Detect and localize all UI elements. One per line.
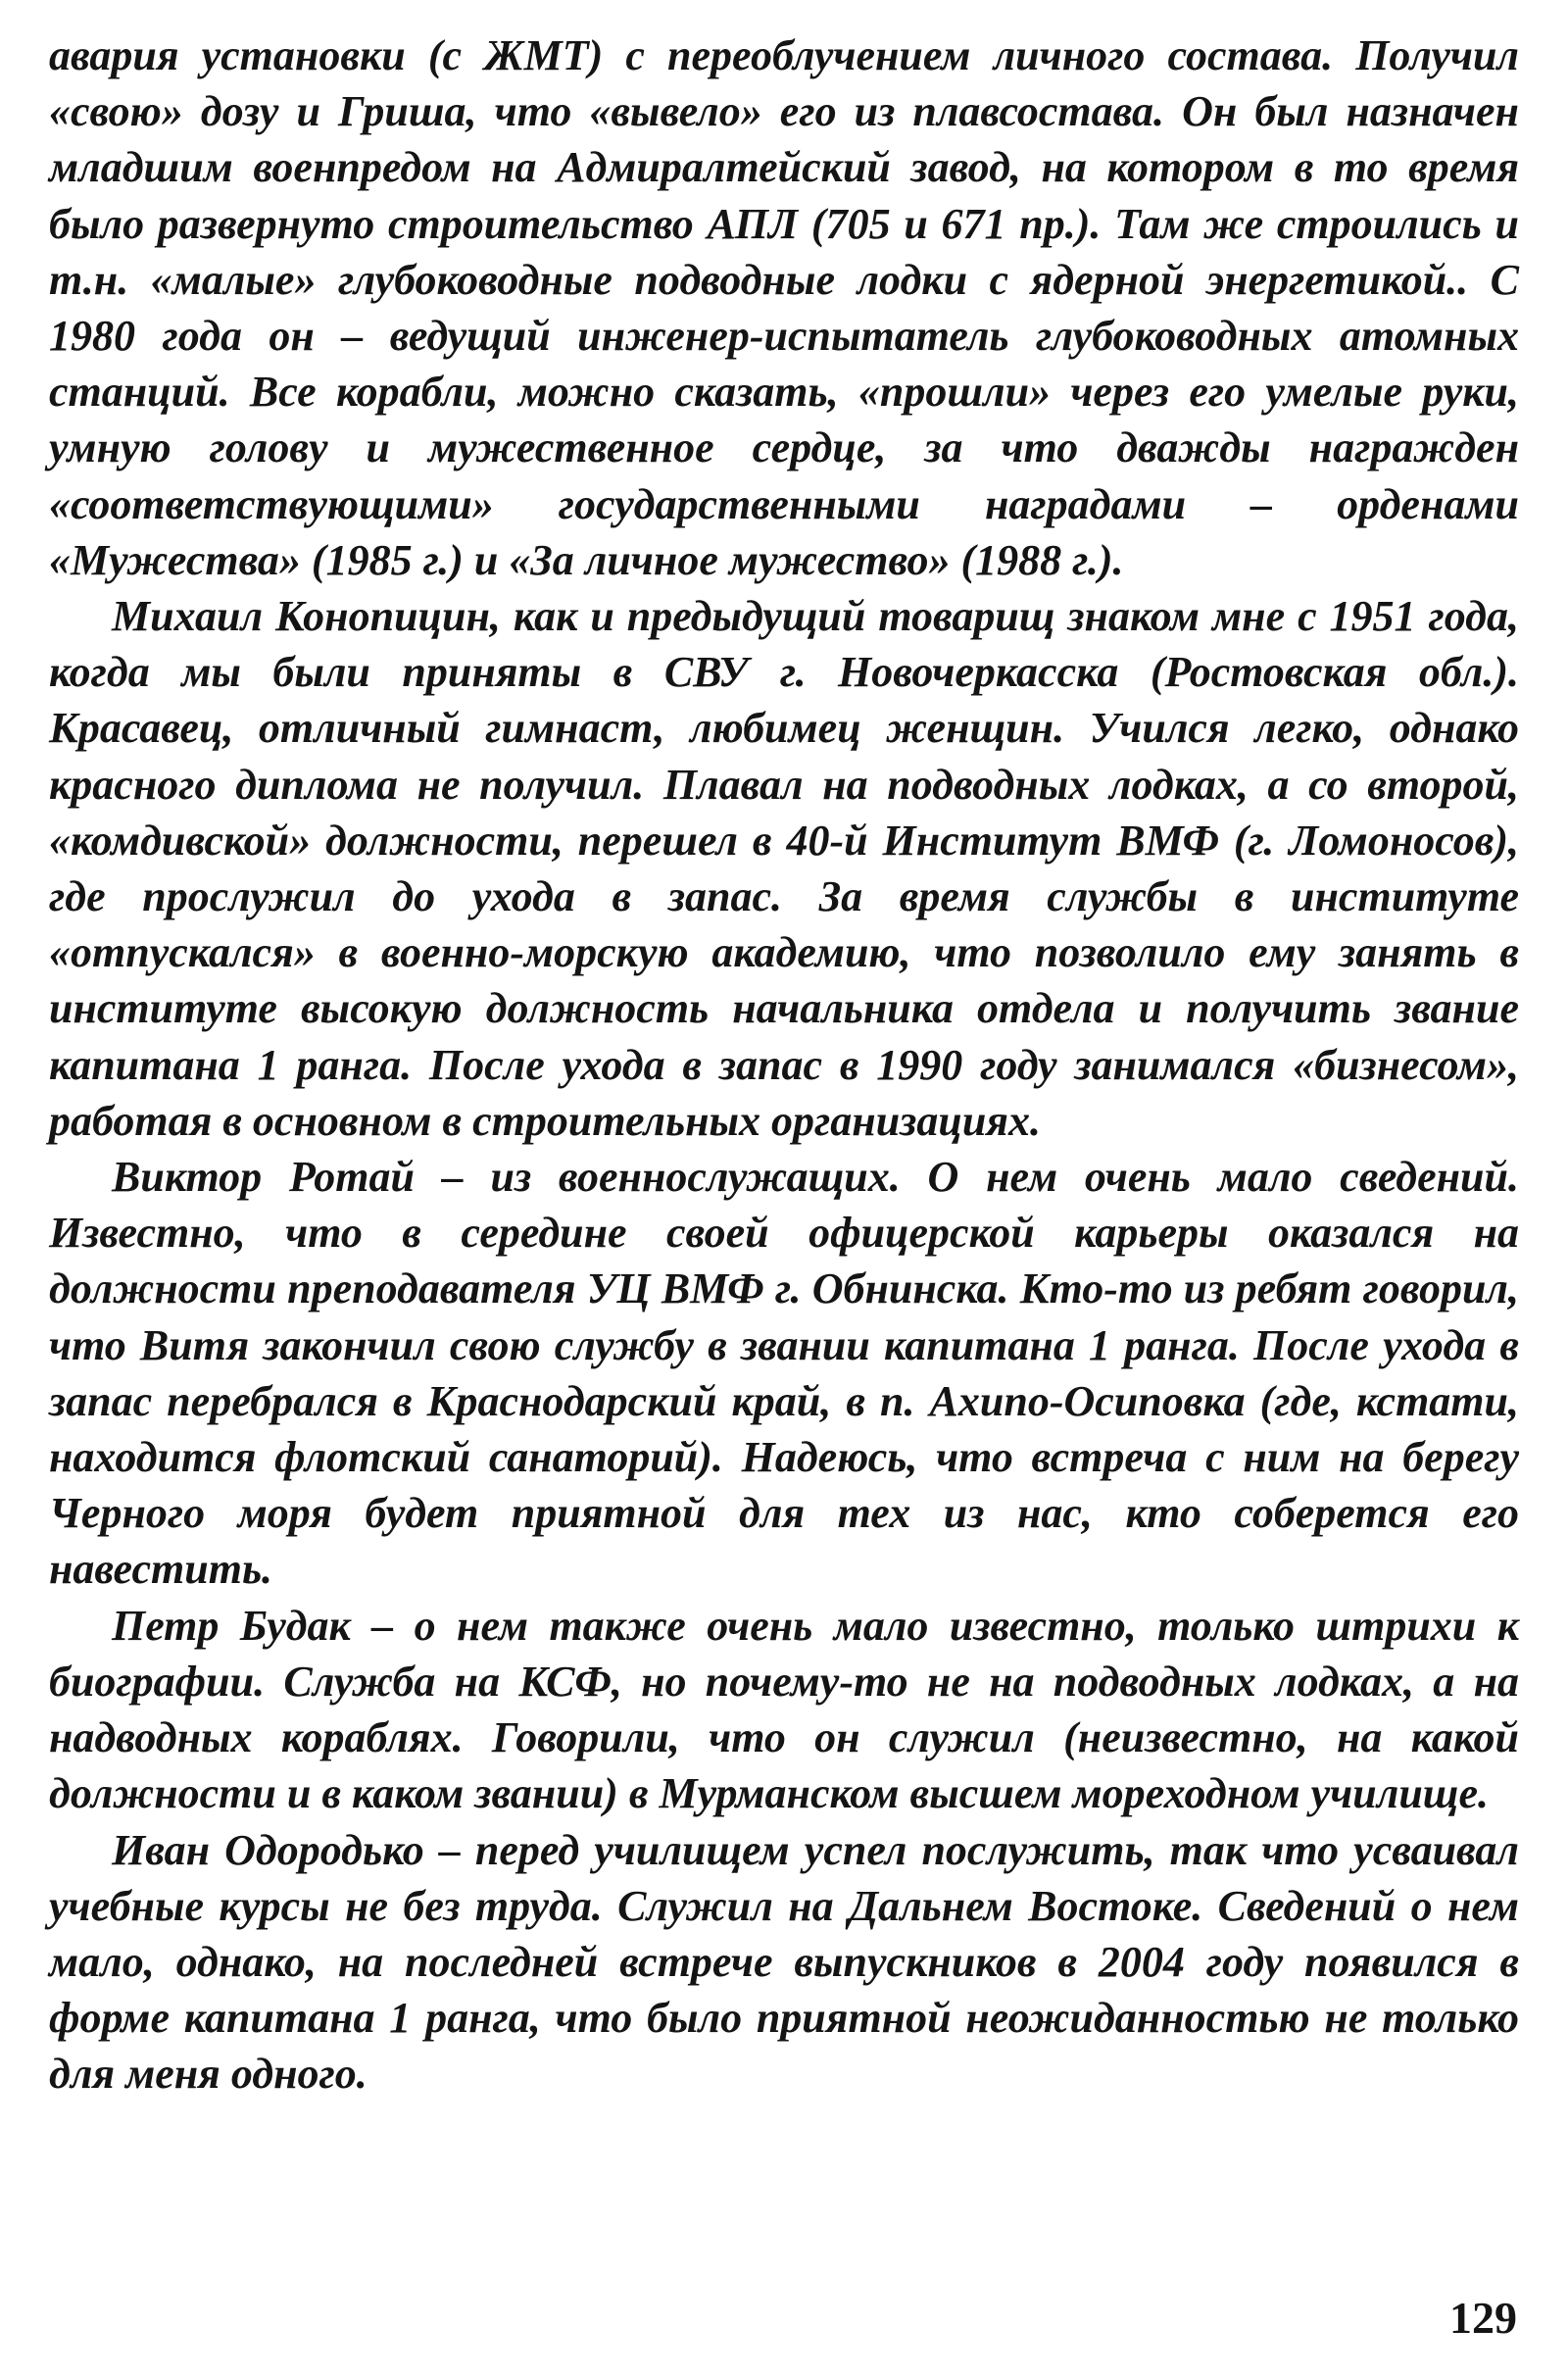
paragraph-odorodko: Иван Одородько – перед училищем успел послужить, так что усваивал учебные курсы не без труда. Служил на Дальнем Востоке. Сведений о нем мало, однако, на последней встрече выпускников в 2004 году появился в форме капитана 1 ранга, что было приятной неожиданностью не только для меня одного. bbox=[49, 1825, 1519, 2099]
paragraph-rotai: Виктор Ротай – из военнослужащих. О нем очень мало сведений. Известно, что в середине своей офицерской карьеры оказался на должности преподавателя УЦ ВМФ г. Обнинска. Кто-то из ребят говорил, что Витя закончил свою службу в звании капитана 1 ранга. После ухода в запас перебрался в Краснодарский край, в п. Ахипо-Осиповка (где, кстати, находится флотский санаторий). Надеюсь, что встреча с ним на берегу Черного моря будет приятной для тех из нас, кто соберется его навестить. bbox=[49, 1153, 1519, 1594]
paragraph-continuation: авария установки (с ЖМТ) с переоблучением личного состава. Получил «свою» дозу и Гриша, что «вывело» его из плавсостава. Он был назначен младшим военпредом на Адмиралтейский завод, на котором в то время было развернуто строительство АПЛ (705 и 671 пр.). Там же строились и т.н. «малые» глубоководные подводные лодки с ядерной энергетикой.. С 1980 года он – ведущий инженер-испытатель глубоководных атомных станций. Все корабли, можно сказать, «прошли» через его умелые руки, умную голову и мужественное сердце, за что дважды награжден «соответствующими» государственными наградами – орденами «Мужества» (1985 г.) и «За личное мужество» (1988 г.). bbox=[49, 31, 1519, 584]
page-number: 129 bbox=[1449, 2293, 1517, 2343]
paragraph-konopitsin: Михаил Конопицин, как и предыдущий товарищ знаком мне с 1951 года, когда мы были приняты в СВУ г. Новочеркасска (Ростовская обл.). Красавец, отличный гимнаст, любимец женщин. Учился легко, однако красного диплома не получил. Плавал на подводных лодках, а со второй, «комдивской» должности, перешел в 40-й Институт ВМФ (г. Ломоносов), где прослужил до ухода в запас. За время службы в институте «отпускался» в военно-морскую академию, что позволило ему занять в институте высокую должность начальника отдела и получить звание капитана 1 ранга. После ухода в запас в 1990 году занимался «бизнесом», работая в основном в строительных организациях. bbox=[49, 592, 1519, 1145]
paragraph-budak: Петр Будак – о нем также очень мало известно, только штрихи к биографии. Служба на КСФ, но почему-то не на подводных лодках, а на надводных кораблях. Говорили, что он служил (неизвестно, на какой должности и в каком звании) в Мурманском высшем мореходном училище. bbox=[49, 1601, 1519, 1818]
page-body bbox=[49, 27, 1519, 2103]
